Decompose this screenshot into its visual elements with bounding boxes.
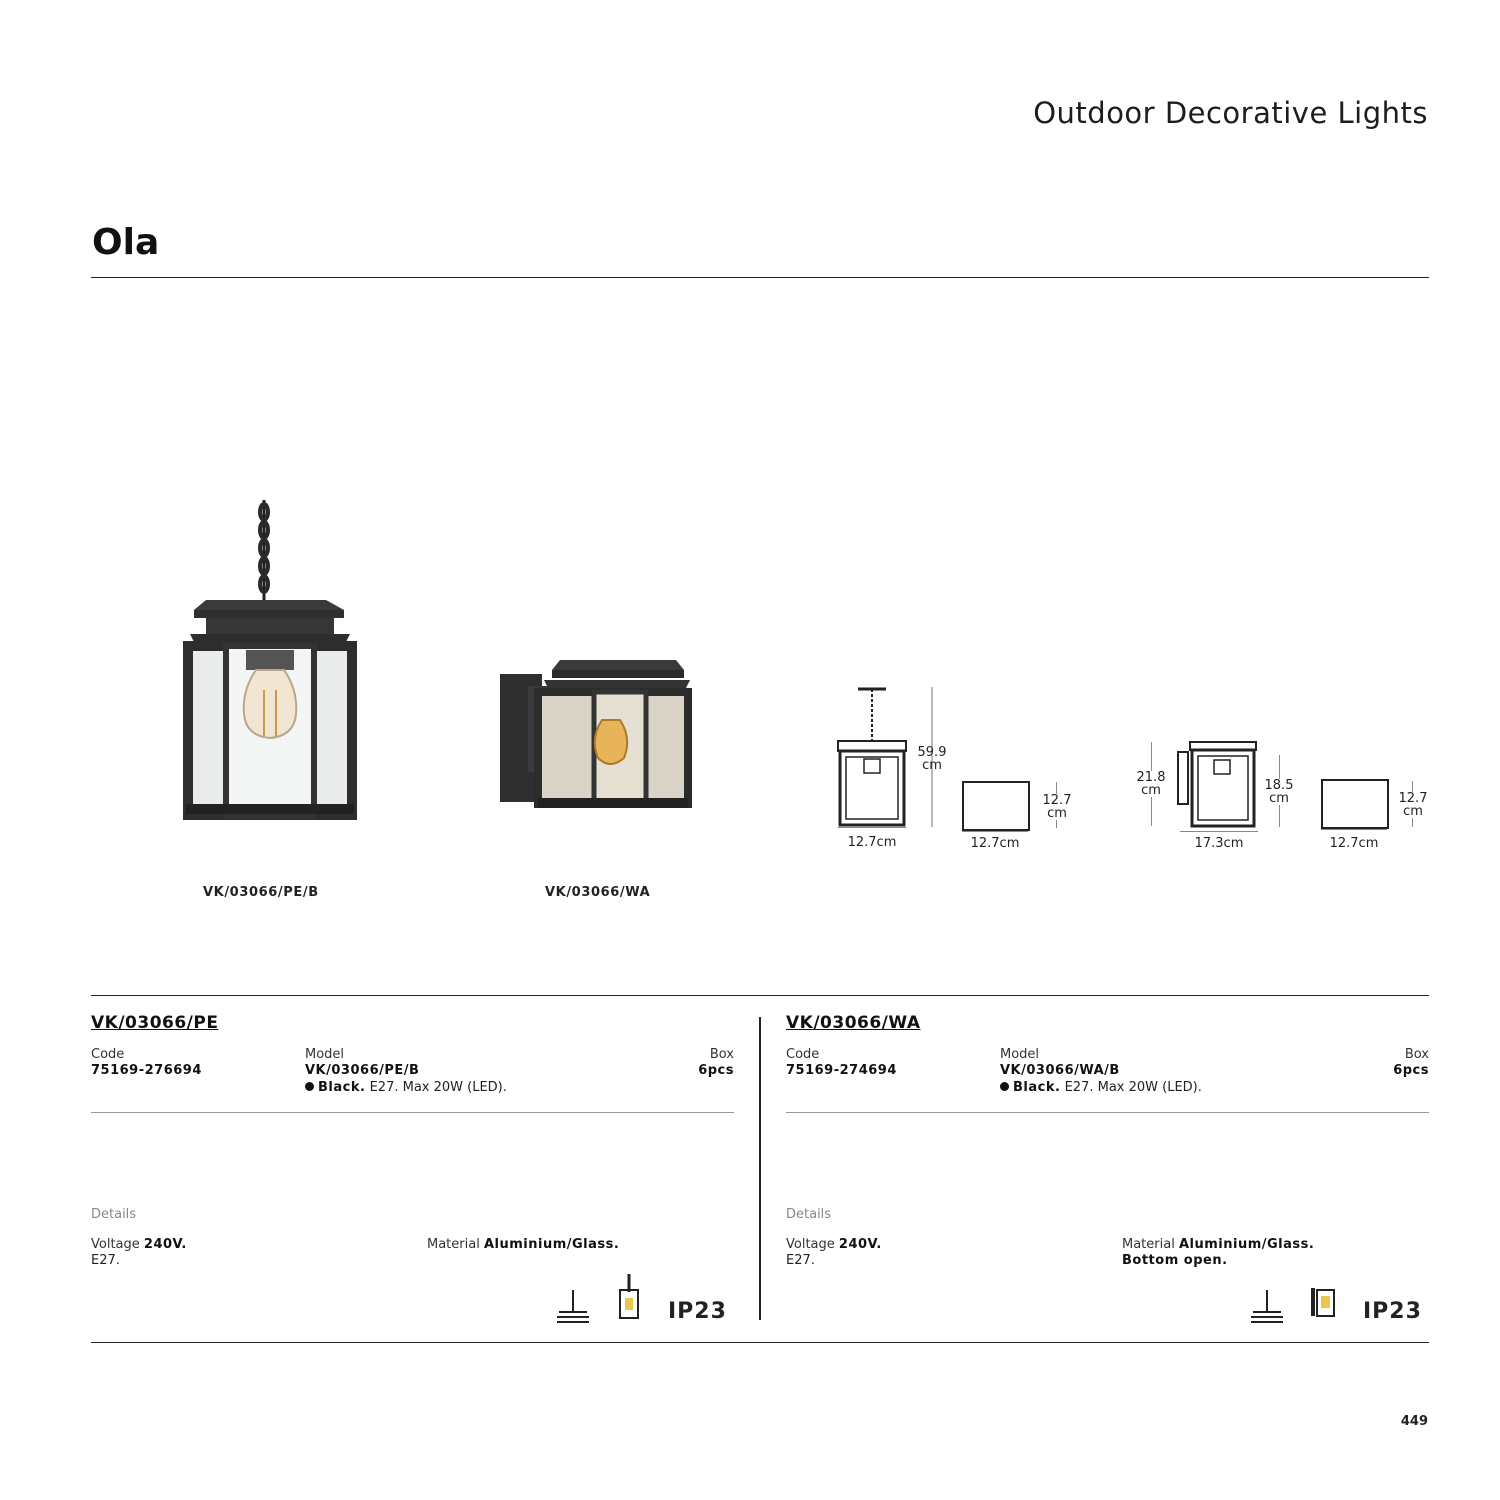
wall-top-depth-label: 12.7 cm [1392,792,1434,818]
page-number: 449 [1400,1414,1428,1429]
model-label: Model [305,1047,345,1062]
model-value: VK/03066/WA/B [1000,1063,1120,1078]
voltage-line: Voltage 240V. [91,1237,187,1252]
wall-proj-label: 18.5 cm [1258,779,1300,805]
spec-top-divider [91,995,1429,996]
voltage-line: Voltage 240V. [786,1237,882,1252]
wall-dimension-drawing [1176,740,1262,830]
ceiling-mount-icon [1249,1288,1285,1324]
spec-bottom-divider [91,1342,1429,1343]
finish-line: Black. E27. Max 20W (LED). [1000,1080,1202,1095]
model-label: Model [1000,1047,1040,1062]
pendant-caption: VK/03066/PE/B [203,885,319,900]
wall-width-line [1180,831,1258,832]
box-value: 6pcs [1393,1063,1429,1078]
material-line: Material Aluminium/Glass. [427,1237,620,1252]
box-label: Box [1404,1047,1429,1062]
wall-height-label: 21.8 cm [1130,771,1172,797]
pendant-top-depth-label: 12.7 cm [1036,794,1078,820]
pendant-width-label: 12.7cm [847,835,897,850]
pendant-light-icon [616,1274,642,1322]
material-line: Material Aluminium/Glass. [1122,1237,1315,1252]
ip-rating: IP23 [1363,1299,1422,1324]
box-value: 6pcs [698,1063,734,1078]
wall-light-icon [1310,1286,1336,1320]
ip-rating: IP23 [668,1299,727,1324]
spec-column-divider [759,1017,761,1320]
spec-row-divider [786,1112,1429,1113]
socket-value: E27. [91,1253,120,1268]
code-value: 75169-276694 [91,1063,202,1078]
wall-caption: VK/03066/WA [545,885,651,900]
pendant-width-line [838,827,906,828]
black-swatch-icon [305,1082,314,1091]
spec-title-wall: VK/03066/WA [786,1013,921,1033]
code-value: 75169-274694 [786,1063,897,1078]
socket-value: E27. [786,1253,815,1268]
pendant-top-view [962,781,1030,831]
pendant-top-width-line [962,831,1028,832]
ceiling-mount-icon [555,1288,591,1324]
wall-top-width-label: 12.7cm [1329,836,1379,851]
code-label: Code [786,1047,820,1062]
details-label: Details [786,1207,832,1222]
details-label: Details [91,1207,137,1222]
wall-width-label: 17.3cm [1194,836,1244,851]
title-divider [91,277,1429,278]
code-label: Code [91,1047,125,1062]
category-title: Outdoor Decorative Lights [1033,96,1428,130]
wall-top-view [1321,779,1389,829]
wall-top-width-line [1321,829,1387,830]
spec-title-pendant: VK/03066/PE [91,1013,219,1033]
spec-row-divider [91,1112,734,1113]
page-title: Ola [92,222,160,263]
black-swatch-icon [1000,1082,1009,1091]
model-value: VK/03066/PE/B [305,1063,420,1078]
material-note: Bottom open. [1122,1253,1228,1268]
box-label: Box [709,1047,734,1062]
finish-line: Black. E27. Max 20W (LED). [305,1080,507,1095]
pendant-height-label: 59.9 cm [917,745,947,773]
pendant-lantern-image [180,500,360,820]
pendant-top-width-label: 12.7cm [970,836,1020,851]
wall-lantern-image [498,658,694,814]
